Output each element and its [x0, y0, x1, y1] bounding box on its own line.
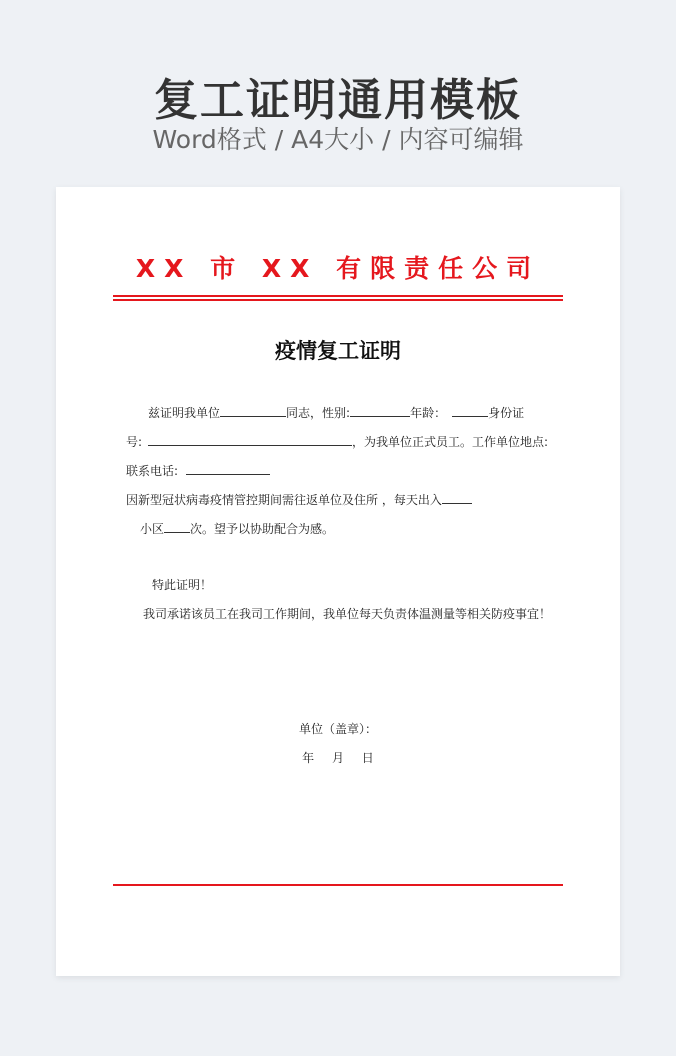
gender-blank[interactable] — [350, 404, 410, 417]
line1-text-d: 身份证 — [488, 406, 525, 420]
age-blank[interactable] — [452, 404, 488, 417]
line1-text-a: 兹证明我单位 — [148, 406, 221, 420]
line5-text-a: 小区 — [140, 522, 165, 536]
line2-text-a: 号: — [126, 435, 143, 449]
body-line-4 — [126, 491, 472, 508]
line1-text-b: 同志，性别: — [286, 406, 351, 420]
document-title: 疫情复工证明 — [275, 339, 401, 363]
page-subtitle: Word格式 / A4大小 / 内容可编辑 — [152, 125, 524, 154]
body-line-2 — [126, 433, 548, 450]
phone-blank[interactable] — [186, 462, 270, 475]
closing-line: 特此证明！ — [152, 578, 213, 592]
name-blank[interactable] — [220, 404, 286, 417]
commitment-line: 我司承诺该员工在我司工作期间，我单位每天负责体温测量等相关防疫事宜！ — [143, 607, 552, 621]
seal-line: 单位（盖章）： — [298, 722, 377, 736]
date-line: 年 月 日 — [302, 751, 374, 765]
line2-text-b: ，为我单位正式员工。工作单位地点: — [352, 435, 549, 449]
document-sheet — [56, 187, 620, 976]
body-line-1 — [126, 404, 524, 421]
company-name: XX 市 XX 有限责任公司 — [135, 254, 541, 283]
id-number-blank[interactable] — [148, 433, 352, 446]
header-rule-bottom — [113, 299, 563, 301]
community-blank[interactable] — [442, 491, 472, 504]
times-blank[interactable] — [164, 520, 190, 533]
page-title: 复工证明通用模板 — [154, 75, 522, 126]
header-rule-top — [113, 295, 563, 297]
line1-text-c: 年龄： — [410, 406, 447, 420]
line4-text-a: 因新型冠状病毒疫情管控期间需往返单位及住所 ，每天出入 — [126, 493, 442, 507]
line3-text-a: 联系电话: — [126, 464, 179, 478]
line5-text-b: 次。望予以协助配合为感。 — [190, 522, 335, 536]
body-line-3 — [126, 462, 270, 479]
body-line-5 — [126, 520, 334, 537]
footer-rule — [113, 884, 563, 886]
